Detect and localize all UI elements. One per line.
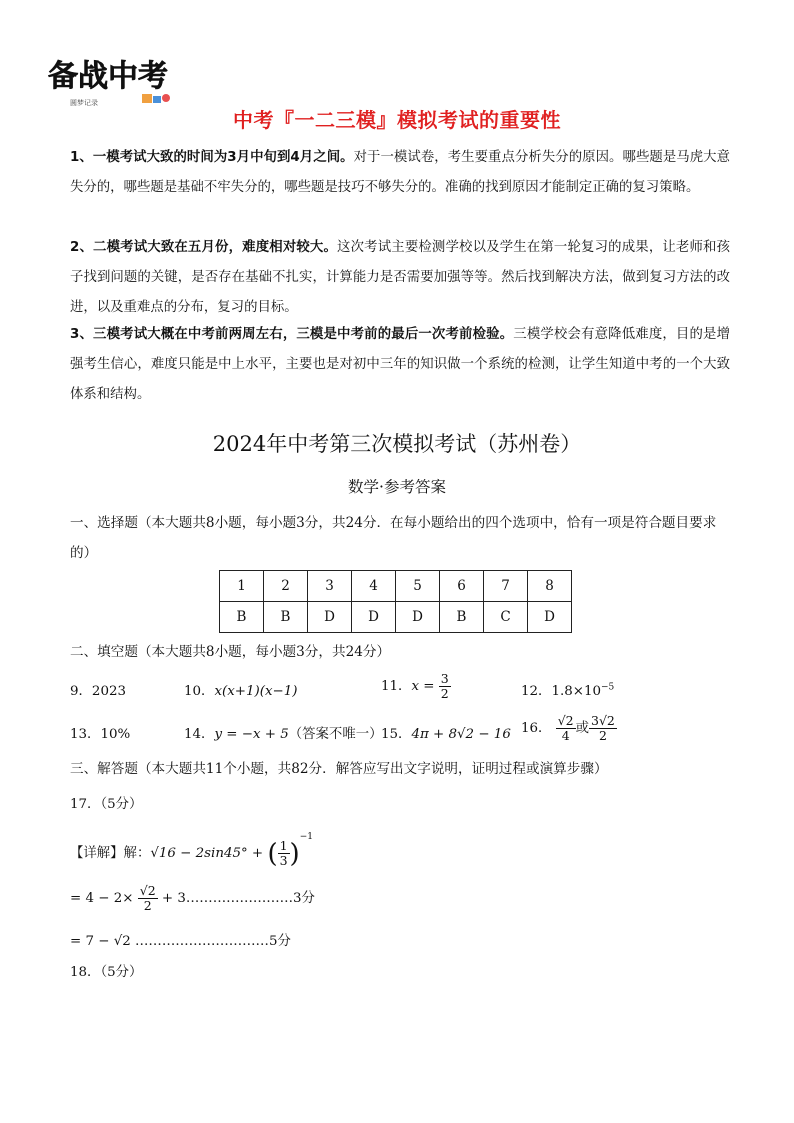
section2-heading: 二、填空题（本大题共8小题，每小题3分，共24分） [70, 644, 391, 660]
answer-q16: 16． $\frac{√2}{4}$ 或 $\frac{3√2}{2}$ [521, 713, 615, 743]
table-cell: B [440, 602, 484, 633]
table-cell: 6 [440, 571, 484, 602]
exam-prep-logo [44, 50, 194, 110]
fraction: $\frac{3√2}{2}$ [591, 713, 615, 743]
table-cell: 1 [220, 571, 264, 602]
table-cell: B [264, 602, 308, 633]
intro-3-bold: 3、三模考试大概在中考前两周左右，三模是中考前的最后一次考前检验。 [70, 327, 514, 342]
logo-text: 备战中考 [48, 59, 168, 94]
intro-paragraph-2 [70, 233, 730, 323]
intro-1-bold: 1、一模考试大致的时间为3月中旬到4月之间。 [70, 150, 354, 165]
intro-2-bold: 2、二模考试大致在五月份，难度相对较大。 [70, 240, 338, 255]
answer-q14: 14．y = −x + 5（答案不唯一） [184, 727, 383, 742]
answer-q12: 12．$1.8\times 10^{-5}$ [521, 682, 615, 699]
table-cell: 5 [396, 571, 440, 602]
intro-paragraph-3 [70, 320, 730, 410]
exam-subtitle: 数学·参考答案 [348, 478, 446, 496]
exam-title: 2024年中考第三次模拟考试（苏州卷） [212, 432, 582, 456]
section1-heading: 一、选择题（本大题共8小题，每小题3分，共24分．在每小题给出的四个选项中，恰有一项是符合题目要求的） [70, 515, 717, 561]
table-cell: 7 [484, 571, 528, 602]
logo-book-icon-2 [153, 96, 161, 103]
table-cell: D [308, 602, 352, 633]
table-cell: D [528, 602, 572, 633]
answer-table [219, 570, 572, 633]
section3-heading: 三、解答题（本大题共11个小题，共82分．解答应写出文字说明，证明过程或演算步骤） [70, 761, 608, 777]
intro-3-text: 三模学校会有意降低难度，目的是增强考生信心，难度只能是中上水平，主要也是对初中三年的知识做一个系统的检测，让学生知道中考的一个大致体系和结构。 [70, 327, 730, 402]
table-cell: D [396, 602, 440, 633]
answer-q13: 13．10% [70, 727, 131, 742]
table-cell: D [352, 602, 396, 633]
q17-step-2: = 7 − √2 …………………………5分 [70, 934, 291, 949]
answer-table-answers-row [220, 602, 572, 633]
answer-table-numbers-row [220, 571, 572, 602]
intro-paragraph-1 [70, 143, 730, 203]
q17-expression: 【详解】解：√16 − 2sin45° + ( $\frac{1}{3}$ )$^{-1}$ [70, 832, 313, 869]
intro-1-text: 对于一模试卷，考生要重点分析失分的原因。哪些题是马虎大意失分的，哪些题是基础不牢失分的，哪些题是技巧不够失分的。准确的找到原因才能制定正确的复习策略。 [70, 150, 731, 195]
table-cell: B [220, 602, 264, 633]
answer-q11: 11．x = $\frac{3}{2}$ [381, 671, 449, 701]
question-18-header: 18．（5分） [70, 965, 143, 980]
table-cell: 3 [308, 571, 352, 602]
q17-step-1: = 4 − 2× $\frac{√2}{2}$ + 3……………………3分 [70, 883, 315, 913]
table-cell: C [484, 602, 528, 633]
logo-dot-icon [162, 94, 170, 102]
table-cell: 4 [352, 571, 396, 602]
table-cell: 2 [264, 571, 308, 602]
fraction: $\frac{3}{2}$ [440, 671, 449, 701]
answer-q10: 10．x(x+1)(x−1) [184, 684, 298, 699]
answer-q9: 9．2023 [70, 684, 126, 699]
fraction: $\frac{√2}{4}$ [557, 713, 574, 743]
fraction: $\frac{1}{3}$ [279, 838, 288, 868]
logo-tagline: 圆梦记录 [70, 99, 98, 107]
header-title: 中考『一二三模』模拟考试的重要性 [233, 108, 561, 132]
fraction: $\frac{√2}{2}$ [139, 883, 156, 913]
logo-book-icon [142, 94, 152, 103]
intro-2-text: 这次考试主要检测学校以及学生在第一轮复习的成果，让老师和孩子找到问题的关键，是否存在基础不扎实，计算能力是否需要加强等等。然后找到解决方法，做到复习方法的改进，以及重难点的分布，复习的目标。 [70, 240, 730, 315]
question-17-header: 17．（5分） [70, 797, 143, 812]
answer-q15: 15．4π + 8√2 − 16 [381, 727, 511, 742]
table-cell: 8 [528, 571, 572, 602]
